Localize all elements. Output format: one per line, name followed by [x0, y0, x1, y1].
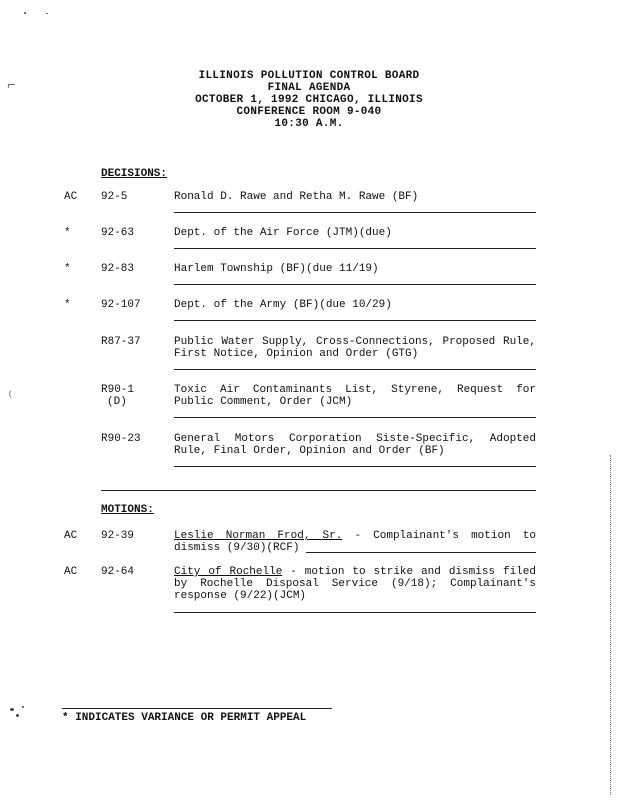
item-rule [174, 417, 536, 418]
meeting-time: 10:30 A.M. [274, 118, 344, 130]
item-description: Dept. of the Air Force (JTM)(due) [174, 227, 392, 239]
board-name: ILLINOIS POLLUTION CONTROL BOARD [198, 70, 420, 82]
docket-number-suffix: (D) [107, 396, 127, 408]
margin-mark: ⌐ [7, 78, 16, 94]
item-description: Dept. of the Army (BF)(due 10/29) [174, 299, 392, 311]
item-rule [174, 284, 536, 285]
item-rule [174, 612, 536, 613]
footer-rule [62, 708, 332, 709]
agenda-header [0, 70, 618, 130]
item-rule [174, 369, 536, 370]
item-code: AC [64, 191, 78, 203]
item-description [174, 566, 536, 602]
party-name: Leslie Norman Frod, Sr. [174, 530, 343, 542]
meeting-date-location: OCTOBER 1, 1992 CHICAGO, ILLINOIS [195, 94, 423, 106]
docket-number: 92-5 [101, 191, 128, 203]
margin-mark: ⁽ [6, 390, 15, 406]
item-code: * [64, 227, 71, 239]
item-code: AC [64, 566, 78, 578]
docket-number [101, 384, 161, 408]
item-rule [174, 320, 536, 321]
scan-speck [10, 708, 14, 711]
item-description: Ronald D. Rawe and Retha M. Rawe (BF) [174, 191, 419, 203]
motion-text: - motion to strike and dismiss filed by Rochelle Disposal Service (9/18); Complainant's response (9/22)(JCM) [174, 566, 536, 602]
item-code: * [64, 299, 71, 311]
item-code: * [64, 263, 71, 275]
item-rule [306, 552, 536, 553]
scan-edge [610, 455, 612, 795]
docket-number: 92-64 [101, 566, 135, 578]
party-name: City of Rochelle [174, 566, 283, 578]
docket-number: R90-23 [101, 433, 141, 445]
item-description: Harlem Township (BF)(due 11/19) [174, 263, 379, 275]
item-code: AC [64, 530, 78, 542]
item-description: Public Water Supply, Cross-Connections, Proposed Rule, First Notice, Opinion and Order (GTG) [174, 336, 536, 360]
docket-number: 92-107 [101, 299, 141, 311]
meeting-room: CONFERENCE ROOM 9-040 [236, 106, 382, 118]
footer-note: * INDICATES VARIANCE OR PERMIT APPEAL [62, 712, 307, 724]
scan-speck [24, 12, 26, 14]
docket-number: 92-83 [101, 263, 135, 275]
docket-number: R87-37 [101, 336, 141, 348]
agenda-title: FINAL AGENDA [267, 82, 351, 94]
item-description: Toxic Air Contaminants List, Styrene, Request for Public Comment, Order (JCM) [174, 384, 536, 408]
decisions-heading: DECISIONS: [101, 168, 168, 180]
scan-speck [46, 13, 48, 14]
docket-number-main: R90-1 [101, 384, 135, 396]
item-rule [174, 212, 536, 213]
item-description [174, 530, 536, 554]
scan-speck [22, 706, 24, 708]
docket-number: 92-39 [101, 530, 135, 542]
motions-heading: MOTIONS: [101, 504, 154, 516]
scan-speck [16, 714, 19, 717]
docket-number: 92-63 [101, 227, 135, 239]
item-description: General Motors Corporation Siste-Specific, Adopted Rule, Final Order, Opinion and Order (BF) [174, 433, 536, 457]
item-rule [174, 466, 536, 467]
item-rule [174, 248, 536, 249]
section-divider [101, 490, 536, 491]
motion-text: - Complainant's motion to dismiss (9/30)(RCF) [174, 530, 536, 554]
